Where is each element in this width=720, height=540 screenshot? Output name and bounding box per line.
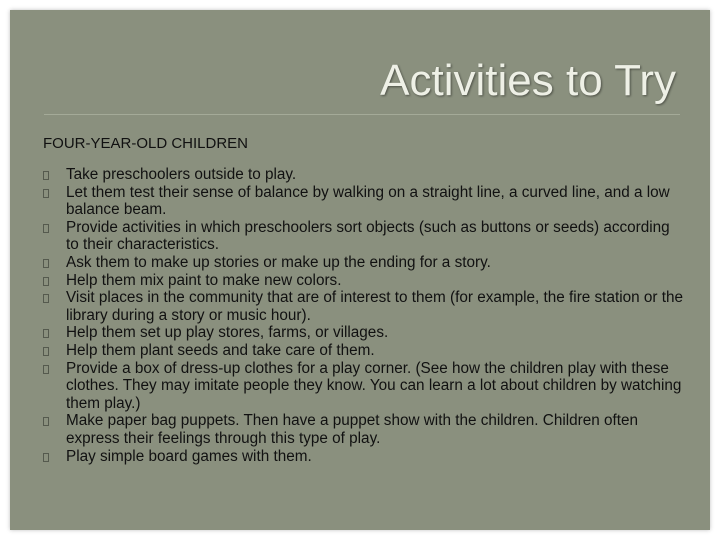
square-bullet-icon — [43, 294, 49, 303]
slide-title: Activities to Try — [380, 56, 676, 105]
square-bullet-icon — [43, 347, 49, 356]
square-bullet-icon — [43, 259, 49, 268]
square-bullet-icon — [43, 329, 49, 338]
square-bullet-icon — [43, 365, 49, 374]
bullet-list — [43, 166, 683, 465]
square-bullet-icon — [43, 453, 49, 462]
bullet-text: Take preschoolers outside to play. — [66, 166, 297, 183]
bullet-item — [43, 289, 683, 324]
section-subtitle: FOUR-YEAR-OLD CHILDREN — [43, 135, 249, 152]
bullet-item — [43, 412, 683, 447]
bullet-item — [43, 272, 683, 290]
title-divider — [44, 114, 680, 115]
bullet-text: Help them plant seeds and take care of them. — [66, 341, 375, 359]
bullet-text: Play simple board games with them. — [66, 447, 312, 465]
bullet-item — [43, 360, 683, 413]
square-bullet-icon — [43, 277, 49, 286]
bullet-text: Help them mix paint to make new colors. — [66, 271, 342, 289]
bullet-text: Provide activities in which preschoolers sort objects (such as buttons or seeds) according to their characteristics. — [66, 218, 670, 254]
bullet-text: Ask them to make up stories or make up the ending for a story. — [66, 253, 491, 271]
square-bullet-icon — [43, 171, 49, 180]
bullet-item — [43, 448, 683, 466]
bullet-item — [43, 184, 683, 219]
bullet-text: Provide a box of dress-up clothes for a play corner. (See how the children play with these clothes. They may imitate people they know. You can learn a lot about children by watching them play.) — [66, 359, 682, 412]
bullet-item — [43, 254, 683, 272]
bullet-text: Make paper bag puppets. Then have a puppet show with the children. Children often express their feelings through this type of play. — [66, 412, 639, 447]
square-bullet-icon — [43, 224, 49, 233]
bullet-item — [43, 166, 683, 184]
bullet-item — [43, 342, 683, 360]
square-bullet-icon — [43, 417, 49, 426]
bullet-text: Help them set up play stores, farms, or villages. — [66, 324, 389, 342]
bullet-item — [43, 324, 683, 342]
square-bullet-icon — [43, 189, 49, 198]
bullet-text: Visit places in the community that are of interest to them (for example, the fire station or the library during a story or music hour). — [66, 289, 683, 324]
bullet-text: Let them test their sense of balance by walking on a straight line, a curved line, and a low balance beam. — [66, 183, 670, 219]
bullet-item — [43, 219, 683, 254]
